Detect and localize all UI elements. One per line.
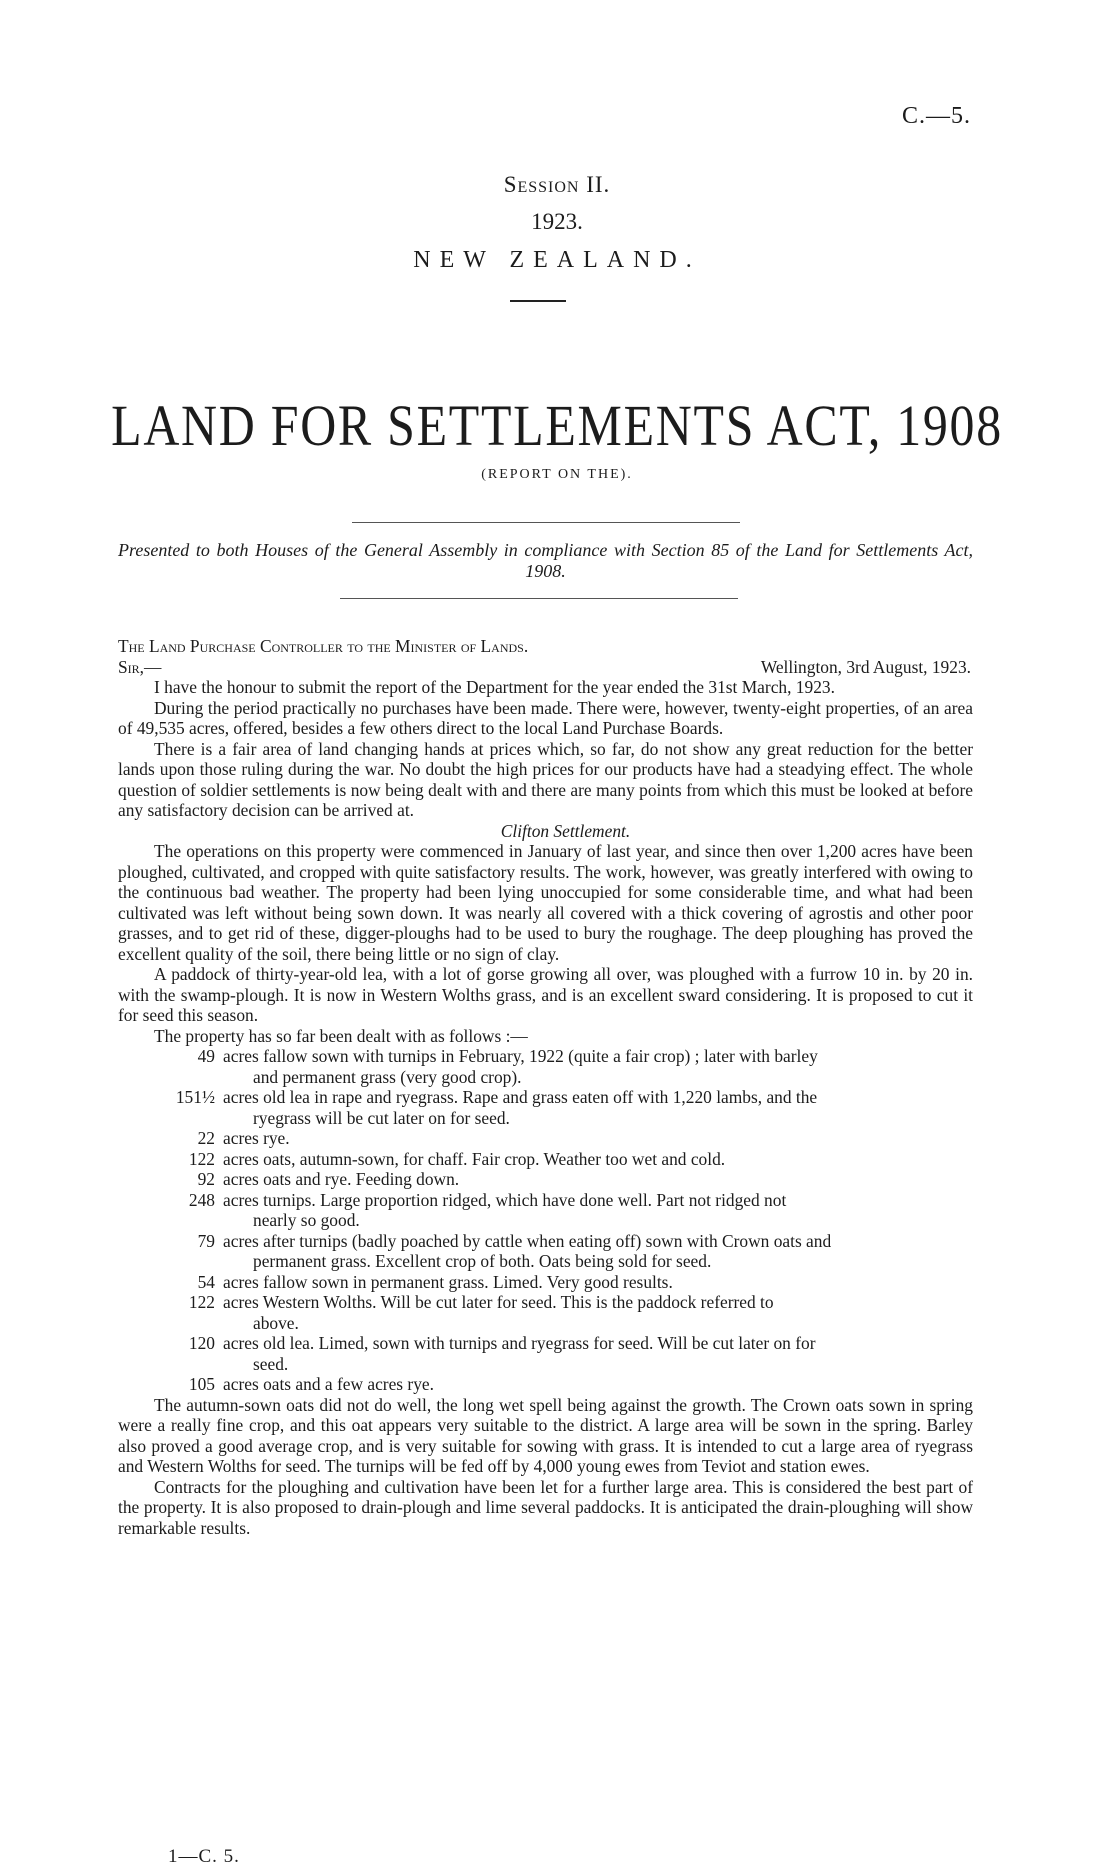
acreage: 54 bbox=[197, 1271, 215, 1292]
list-text-continued: and permanent grass (very good crop). bbox=[253, 1066, 522, 1087]
list-text-continued: above. bbox=[253, 1312, 299, 1333]
acreage: 49 bbox=[197, 1046, 215, 1066]
list-item bbox=[118, 1128, 973, 1149]
country-label: NEW ZEALAND. bbox=[413, 247, 701, 273]
list-text-continued: nearly so good. bbox=[253, 1210, 360, 1230]
list-text: acres fallow sown in permanent grass. Limed. Very good results. bbox=[223, 1271, 673, 1292]
list-text: acres oats and a few acres rye. bbox=[223, 1374, 434, 1394]
crop-list bbox=[118, 1046, 973, 1395]
section-paragraph: The property has so far been dealt with as follows :— bbox=[154, 1025, 528, 1046]
acreage: 105 bbox=[188, 1374, 215, 1394]
list-text: acres Western Wolths. Will be cut later for seed. This is the paddock referred to bbox=[223, 1292, 774, 1312]
presentation-statement: Presented to both Houses of the General Assembly in compliance with Section 85 of the Land for Settlements Act, 1908. bbox=[118, 540, 973, 581]
list-text: acres turnips. Large proportion ridged, which have done well. Part not ridged not bbox=[223, 1189, 787, 1210]
page-footer-reference: 1—C. 5. bbox=[168, 1846, 240, 1867]
list-text: acres rye. bbox=[223, 1128, 290, 1148]
header-divider bbox=[510, 300, 566, 302]
presentation-divider bbox=[340, 598, 738, 599]
letter-paragraph: During the period practically no purchases have been made. There were, however, twenty-eight properties, of an area of 49,535 acres, offered, besides a few others direct to the local Land Purchase Boards. bbox=[118, 697, 973, 738]
section-paragraph: The autumn-sown oats did not do well, the long wet spell being against the growth. The Crown oats sown in spring were a really fine crop, and this oat appears very suitable to the district. A large area will be sown in the spring. Barley also proved a good average crop, and is very suitable for sowing with grass. It is intended to cut a large area of ryegrass and Western Wolths for seed. The turnips will be fed off by 4,000 young ewes from Teviot and station ewes. bbox=[118, 1394, 973, 1476]
list-item bbox=[118, 1292, 973, 1333]
acreage: 248 bbox=[188, 1189, 215, 1210]
list-item bbox=[118, 1374, 973, 1395]
list-text: acres old lea. Limed, sown with turnips and ryegrass for seed. Will be cut later on for bbox=[223, 1333, 816, 1353]
list-item bbox=[118, 1333, 973, 1374]
paper-reference: C.—5. bbox=[901, 103, 971, 129]
list-text: acres fallow sown with turnips in February, 1922 (quite a fair crop) ; later with barley bbox=[223, 1046, 818, 1066]
document-subtitle: (REPORT ON THE). bbox=[481, 467, 633, 482]
list-item bbox=[118, 1149, 973, 1170]
list-text-continued: seed. bbox=[253, 1353, 289, 1374]
list-text: acres oats and rye. Feeding down. bbox=[223, 1169, 460, 1189]
acreage: 151½ bbox=[175, 1087, 215, 1107]
letter-address-heading: The Land Purchase Controller to the Minister of Lands. bbox=[118, 636, 529, 656]
acreage: 22 bbox=[197, 1128, 215, 1148]
section-paragraph: The operations on this property were commenced in January of last year, and since then over 1,200 acres have been ploughed, cultivated, and cropped with quite satisfactory results. The work, however, was greatly interfered with owing to the continuous bad weather. The property had been lying unoccupied for some considerable time, and what had been cultivated was left without being sown down. It was nearly all covered with a thick covering of agrostis and other poor grasses, and to get rid of these, digger-ploughs had to be used to bury the roughage. The deep ploughing has proved the excellent quality of the soil, there being little or no sign of clay. bbox=[118, 841, 973, 964]
list-text: acres after turnips (badly poached by cattle when eating off) sown with Crown oats and bbox=[223, 1230, 832, 1251]
list-text-continued: permanent grass. Excellent crop of both. Oats being sold for seed. bbox=[253, 1251, 712, 1271]
section-paragraph: Contracts for the ploughing and cultivation have been let for a further large area. This is considered the best part of the property. It is also proposed to drain-plough and lime several paddocks. It is anticipated the drain-ploughing will show remarkable results. bbox=[118, 1476, 973, 1538]
letter-paragraph: There is a fair area of land changing hands at prices which, so far, do not show any great reduction for the better lands upon those ruling during the war. No doubt the high prices for our products have had a steadying effect. The whole question of soldier settlements is now being dealt with and there are many points from which this must be looked at before any satisfactory decision can be arrived at. bbox=[118, 738, 973, 820]
salutation-row bbox=[118, 657, 973, 678]
list-item bbox=[118, 1169, 973, 1190]
section-heading: Clifton Settlement. bbox=[500, 820, 631, 841]
letter-body bbox=[118, 636, 973, 1538]
list-item bbox=[118, 1087, 973, 1128]
acreage: 79 bbox=[197, 1230, 215, 1251]
title-divider bbox=[352, 522, 740, 523]
acreage: 92 bbox=[197, 1169, 215, 1189]
list-item bbox=[118, 1231, 973, 1272]
session-label: Session II. bbox=[503, 172, 611, 197]
section-paragraph: A paddock of thirty-year-old lea, with a lot of gorse growing all over, was ploughed with a furrow 10 in. by 20 in. with the swamp-plough. It is now in Western Wolths grass, and is an excellent sward considering. It is proposed to cut it for seed this season. bbox=[118, 964, 973, 1025]
acreage: 122 bbox=[188, 1148, 215, 1169]
acreage: 120 bbox=[188, 1333, 215, 1353]
salutation: Sir,— bbox=[118, 656, 162, 677]
list-text-continued: ryegrass will be cut later on for seed. bbox=[253, 1107, 510, 1128]
document-title: LAND FOR SETTLEMENTS ACT, 1908 bbox=[111, 393, 1003, 458]
list-text: acres old lea in rape and ryegrass. Rape and grass eaten off with 1,220 lambs, and the bbox=[223, 1087, 818, 1107]
list-item bbox=[118, 1046, 973, 1087]
letter-paragraph: I have the honour to submit the report of the Department for the year ended the 31st March, 1923. bbox=[154, 677, 835, 697]
list-text: acres oats, autumn-sown, for chaff. Fair crop. Weather too wet and cold. bbox=[223, 1148, 726, 1169]
list-item bbox=[118, 1272, 973, 1293]
acreage: 122 bbox=[188, 1292, 215, 1312]
place-date: Wellington, 3rd August, 1923. bbox=[760, 656, 971, 677]
year-label: 1923. bbox=[531, 209, 583, 234]
list-item bbox=[118, 1190, 973, 1231]
